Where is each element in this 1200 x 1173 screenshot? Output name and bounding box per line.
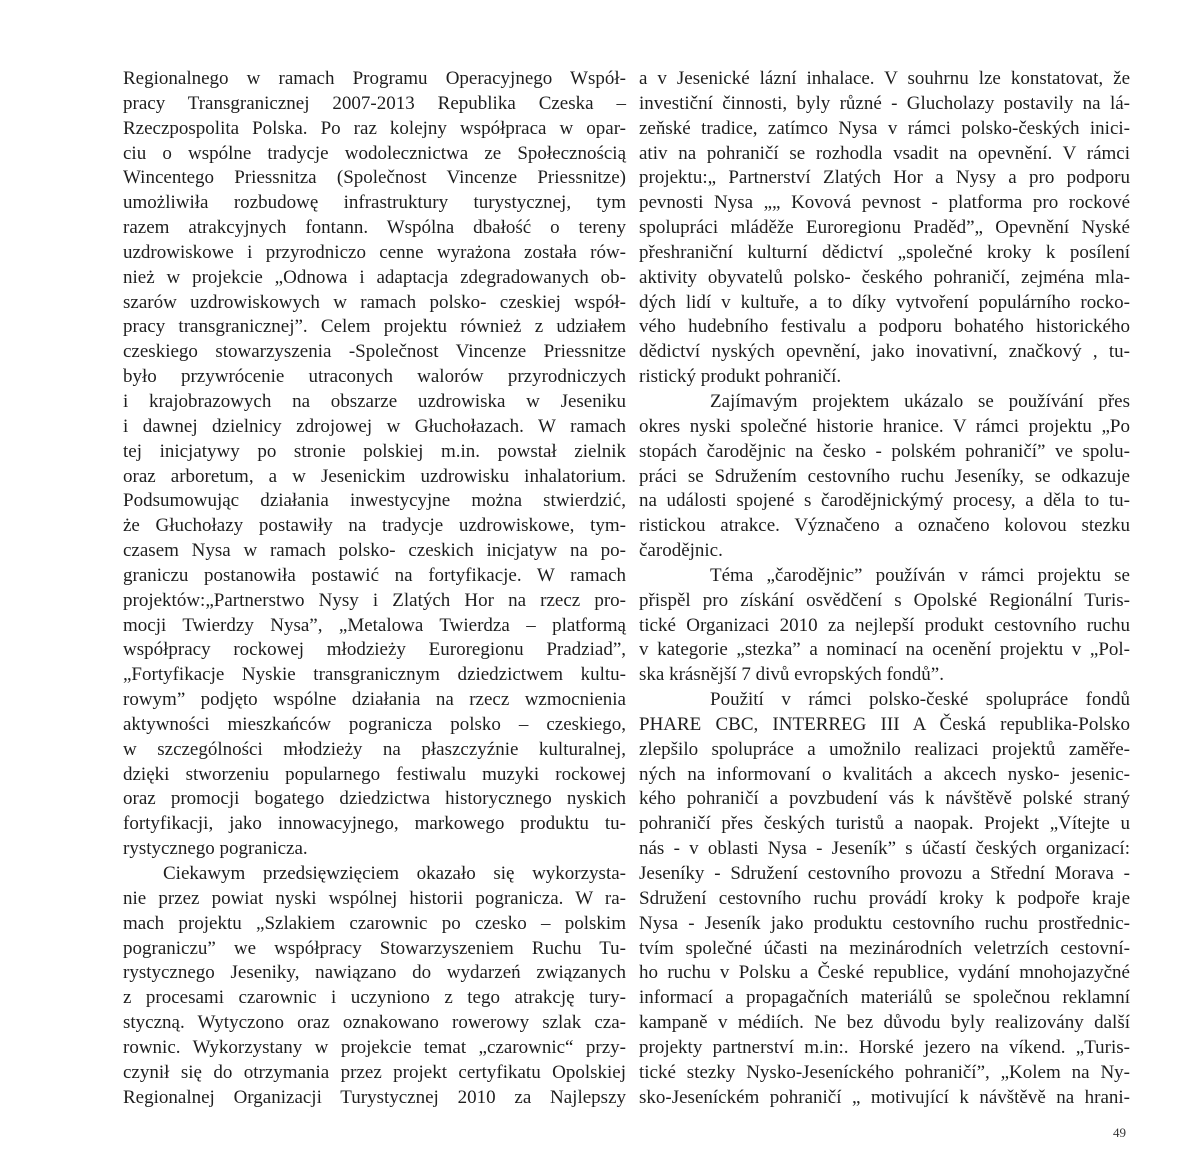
text-line: „Fortyfikacje Nyskie transgranicznym dziedzictwem kultu-	[123, 664, 626, 686]
text-line: spolupráci mláděže Euroregionu Praděd”„ Opevnění Nyské	[639, 217, 1130, 239]
text-line: tické stezky Nysko-Jeseníckého pohraničí”, „Kolem na Ny-	[639, 1061, 1130, 1083]
text-line: dzięki stworzeniu popularnego festiwalu muzyki rockowej	[123, 763, 626, 785]
text-line: investiční činnosti, byly různé - Glucholazy postavily na lá-	[639, 92, 1130, 114]
text-line: oraz arboretum, a w Jesenickim uzdrowisku inhalatorium.	[123, 465, 626, 487]
text-line: zeňské tradice, zatímco Nysa v rámci polsko-českých inici-	[639, 117, 1130, 139]
text-line: fortyfikacji, jako innowacyjnego, markowego produktu tu-	[123, 813, 626, 835]
text-line: ných na informovaní o kvalitách a akcech nysko- jesenic-	[639, 763, 1130, 785]
text-line: rystycznego Jeseniky, nawiązano do wydarzeń związanych	[123, 962, 626, 984]
text-line: rowym” podjęto wspólne działania na rzecz wzmocnienia	[123, 689, 626, 711]
text-line: Ciekawym przedsięwzięciem okazało się wykorzysta-	[163, 863, 626, 884]
text-line: pohraničí přes českých turistů a naopak. Projekt „Vítejte u	[639, 813, 1130, 835]
text-line: práci se Sdružením cestovního ruchu Jeseníky, se odkazuje	[639, 465, 1130, 487]
text-line: a v Jesenické lázní inhalace. V souhrnu lze konstatovat, že	[639, 68, 1130, 89]
text-line: z procesami czarownic i uczyniono z tego atrakcję tury-	[123, 987, 626, 1009]
text-line: projektów:„Partnerstwo Nysy i Zlatých Hor na rzecz pro-	[123, 589, 626, 611]
text-line: ristickou atrakce. Význačeno a označeno kolovou stezku	[639, 515, 1130, 537]
text-line: umożliwiła rozbudowę infrastruktury turystycznej, tym	[123, 192, 626, 214]
text-line: Podsumowując działania inwestycyjne można stwierdzić,	[123, 490, 626, 512]
text-line: tej inicjatywy po stronie polskiej m.in. powstał zielnik	[123, 440, 626, 462]
text-line: szarów uzdrowiskowych w ramach polsko- czeskiej współ-	[123, 291, 626, 313]
text-line: czasem Nysa w ramach polsko- czeskich inicjatyw na po-	[123, 540, 626, 562]
text-line: vého hudebního festivalu a podporu bohatého historického	[639, 316, 1130, 338]
text-line: pevnosti Nysa „„ Kovová pevnost - platforma pro rockové	[639, 192, 1130, 214]
text-line: aktywności mieszkańców pogranicza polsko – czeskiego,	[123, 713, 626, 735]
text-line: współpracy rockowej młodzieży Euroregionu Pradziad”,	[123, 639, 626, 661]
text-line: aktivity obyvatelů polsko- českého pohraničí, zejména mla-	[639, 266, 1130, 288]
text-line: że Głuchołazy postawiły na tradycje uzdrowiskowe, tym-	[123, 515, 626, 537]
text-line: přispěl pro získání osvědčení s Opolské Regionální Turis-	[639, 589, 1130, 611]
text-line: kého pohraničí a povzbudení vás k návštěvě polské straný	[639, 788, 1130, 810]
text-line: Zajímavým projektem ukázalo se používání přes	[710, 390, 1130, 412]
text-line: Jeseníky - Sdružení cestovního provozu a Střední Morava -	[639, 863, 1130, 884]
text-line: stopách čarodějnic na česko - polském pohraničí” ve spolu-	[639, 440, 1130, 462]
page-number: 49	[1113, 1125, 1126, 1140]
text-line: mach projektu „Szlakiem czarownic po czesko – polskim	[123, 912, 626, 934]
text-line: okres nyski společné historie hranice. V rámci projektu „Po	[639, 415, 1130, 437]
text-line: nie przez powiat nyski wspólnej historii pogranicza. W ra-	[123, 887, 626, 909]
text-line: PHARE CBC, INTERREG III A Česká republika-Polsko	[639, 713, 1130, 735]
text-line: Regionalnego w ramach Programu Operacyjnego Współ-	[123, 68, 626, 89]
text-line: dých lidí v kultuře, a to díky vytvoření populárního rocko-	[639, 291, 1130, 313]
text-line: graniczu postanowiła postawić na fortyfikacje. W ramach	[123, 564, 626, 586]
text-line: razem atrakcyjnych fontann. Wspólna dbałość o tereny	[123, 217, 626, 239]
text-line: dědictví nyských opevnění, jako inovativní, značkový , tu-	[639, 341, 1130, 363]
text-line: Sdružení cestovního ruchu provádí kroky k podpoře kraje	[639, 887, 1130, 909]
text-line: nás - v oblasti Nysa - Jeseník” s účastí českých organizací:	[639, 838, 1130, 860]
text-line: Wincentego Priessnitza (Společnost Vincenze Priessnitze)	[123, 167, 626, 189]
text-line: mocji Twierdzy Nysa”, „Metalowa Twierdza – platformą	[123, 614, 626, 636]
text-line: čarodějnic.	[639, 540, 723, 562]
text-line: Rzeczpospolita Polska. Po raz kolejny współpraca w opar-	[123, 117, 626, 139]
text-line: ska krásnější 7 divů evropských fondů”.	[639, 664, 944, 686]
text-line: tvím společné účasti na mezinárodních veletrzích cestovní-	[639, 937, 1130, 959]
text-line: v kategorie „stezka” a nominací na ocenění projektu v „Pol-	[639, 639, 1130, 661]
text-line: i krajobrazowych na obszarze uzdrowiska w Jeseniku	[123, 390, 626, 412]
text-line: kampaně v médiích. Ne bez důvodu byly realizovány další	[639, 1012, 1130, 1034]
left-text-column	[123, 67, 626, 1110]
text-line: nież w projekcie „Odnowa i adaptacja zdegradowanych ob-	[123, 266, 626, 288]
text-line: sko-Jeseníckém pohraničí „ motivující k návštěvě na hrani-	[639, 1086, 1130, 1108]
text-line: projekty partnerství m.in:. Horské jezero na víkend. „Turis-	[639, 1036, 1130, 1058]
text-line: pracy Transgranicznej 2007-2013 Republika Czeska –	[123, 92, 626, 114]
text-line: styczną. Wytyczono oraz oznakowano rowerowy szlak cza-	[123, 1012, 626, 1034]
text-line: přeshraniční kulturní dědictví „společné kroky k posílení	[639, 241, 1130, 263]
text-line: tické Organizaci 2010 za nejlepší produkt cestovního ruchu	[639, 614, 1130, 636]
text-line: rystycznego pogranicza.	[123, 838, 308, 860]
text-line: Regionalnej Organizacji Turystycznej 2010 za Najlepszy	[123, 1086, 626, 1108]
text-line: czynił się do otrzymania przez projekt certyfikatu Opolskiej	[123, 1061, 626, 1083]
text-line: pograniczu” we współpracy Stowarzyszeniem Ruchu Tu-	[123, 937, 626, 959]
text-line: informací a propagačních materiálů se společnou reklamní	[639, 987, 1130, 1009]
text-line: projektu:„ Partnerství Zlatých Hor a Nysy a pro podporu	[639, 167, 1130, 189]
text-line: uzdrowiskowe i przyrodniczo cenne wyrażona została rów-	[123, 241, 626, 263]
text-line: było przywrócenie utraconych walorów przyrodniczych	[123, 366, 626, 388]
text-line: i dawnej dzielnicy zdrojowej w Głuchołazach. W ramach	[123, 415, 626, 437]
text-line: Použití v rámci polsko-české spolupráce fondů	[710, 689, 1130, 711]
text-line: ciu o wspólne tradycje wodolecznictwa ze Społecznością	[123, 142, 626, 164]
right-text-column	[639, 67, 1130, 1110]
text-line: na události spojené s čarodějnickýmý procesy, a děla to tu-	[639, 490, 1130, 512]
text-line: zlepšilo spolupráce a umožnilo realizaci projektů zaměře-	[639, 738, 1130, 760]
text-line: oraz promocji bogatego dziedzictwa historycznego nyskich	[123, 788, 626, 810]
text-line: pracy transgranicznej”. Celem projektu również z udziałem	[123, 316, 626, 338]
text-line: ristický produkt pohraničí.	[639, 366, 842, 388]
text-line: Téma „čarodějnic” používán v rámci projektu se	[710, 564, 1130, 586]
text-line: w szczególności młodzieży na płaszczyźnie kulturalnej,	[123, 738, 626, 760]
text-line: ho ruchu v Polsku a České republice, vydání mnohojazyčné	[639, 962, 1130, 984]
text-line: czeskiego stowarzyszenia -Společnost Vincenze Priessnitze	[123, 341, 626, 363]
text-line: Nysa - Jeseník jako produktu cestovního ruchu prostřednic-	[639, 912, 1130, 934]
text-line: rownic. Wykorzystany w projekcie temat „czarownic“ przy-	[123, 1036, 626, 1058]
text-line: ativ na pohraničí se rozhodla vsadit na opevnění. V rámci	[639, 142, 1130, 164]
